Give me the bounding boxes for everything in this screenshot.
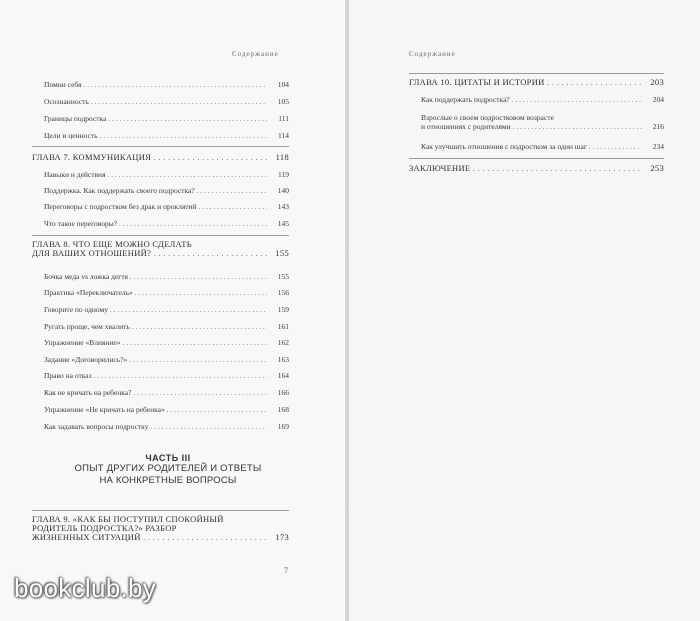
divider [409, 158, 664, 159]
toc-entry-page: 169 [277, 422, 289, 431]
divider [32, 146, 289, 147]
part-number: ЧАСТЬ III [145, 453, 191, 463]
toc-entry-title-line1: Взрослые о своем подростковом возрасте [421, 113, 554, 122]
toc-entry-title: Навыки и действия . . . [44, 170, 267, 179]
divider [32, 235, 289, 236]
toc-chapter-page: 155 [275, 248, 289, 258]
part-title-line1: ОПЫТ ДРУГИХ РОДИТЕЛЕЙ И ОТВЕТЫ [74, 463, 262, 474]
toc-entry-page: 155 [277, 272, 289, 281]
toc-entry-title: Ругать проще, чем хвалить . . . [44, 322, 267, 331]
toc-chapter[interactable] [32, 240, 289, 258]
toc-entry-page: 156 [277, 288, 289, 297]
toc-entry[interactable] [409, 113, 664, 131]
toc-chapter-page: 253 [650, 163, 664, 173]
toc-chapter-title-line2: ДЛЯ ВАШИХ ОТНОШЕНИЙ? . . . [32, 249, 267, 258]
toc-entry-title: Границы подростка . . . [44, 114, 267, 123]
toc-left [32, 74, 289, 444]
toc-entry-title-line2: и отношениях с родителями . . . [421, 122, 642, 131]
toc-entry-page: 163 [277, 355, 289, 364]
toc-entry-title: Как не кричать на ребенка? . . . [44, 388, 267, 397]
toc-left-bottom [32, 514, 289, 544]
toc-chapter-title: ГЛАВА 7. КОММУНИКАЦИЯ . . . [32, 153, 267, 162]
divider [409, 73, 664, 74]
toc-chapter-title-line3: ЖИЗНЕННЫХ СИТУАЦИЙ . . . [32, 533, 267, 542]
toc-entry-page: 161 [277, 322, 289, 331]
toc-entry-page: 234 [652, 142, 664, 151]
toc-entry-page: 216 [652, 122, 664, 131]
toc-chapter-page: 173 [275, 532, 289, 542]
toc-entry-title: Говорите по одному . . . [44, 305, 267, 314]
toc-entry-page: 166 [277, 388, 289, 397]
toc-chapter-title-line2: РОДИТЕЛЬ ПОДРОСТКА?» РАЗБОР [32, 523, 177, 533]
running-head-right: Содержание [409, 50, 456, 58]
toc-entry-title: Упражнение «Влияние» . . . [44, 338, 267, 347]
toc-chapter-title-line1: ГЛАВА 9. «КАК БЫ ПОСТУПИЛ СПОКОЙНЫЙ [32, 515, 224, 524]
toc-entry-title: Бочка меда vs ложка дегтя . . . [44, 272, 267, 281]
toc-right [409, 76, 664, 186]
left-page [0, 0, 347, 621]
toc-entry-page: 119 [278, 170, 289, 179]
toc-chapter-title-line1: ГЛАВА 8. ЧТО ЕЩЕ МОЖНО СДЕЛАТЬ [32, 240, 192, 249]
toc-chapter-title: ГЛАВА 10. ЦИТАТЫ И ИСТОРИИ . . . [409, 78, 642, 87]
toc-entry-page: 162 [277, 338, 289, 347]
part-heading [48, 453, 288, 487]
running-head-left: Содержание [232, 50, 279, 58]
toc-entry-page: 105 [277, 97, 289, 106]
toc-entry-title: Осознанность . . . [44, 97, 267, 106]
right-page [349, 0, 700, 621]
toc-entry-page: 104 [277, 80, 289, 89]
toc-entry-title: Практика «Переключатель» . . . [44, 288, 267, 297]
toc-entry-page: 140 [277, 186, 289, 195]
toc-entry-title: Как задавать вопросы подростку . . . [44, 422, 267, 431]
toc-entry-title: Право на отказ . . . [44, 371, 267, 380]
toc-entry-page: 159 [277, 305, 289, 314]
part-title-line2: НА КОНКРЕТНЫЕ ВОПРОСЫ [99, 475, 237, 486]
toc-entry-page: 111 [278, 114, 289, 123]
divider [32, 510, 289, 511]
toc-entry-page: 168 [277, 405, 289, 414]
toc-chapter[interactable] [32, 515, 289, 542]
toc-entry-title: Что такое переговоры? . . . [44, 219, 267, 228]
watermark: bookclub.by [14, 573, 157, 603]
toc-entry-page: 143 [277, 202, 289, 211]
toc-entry-title: Поддержка. Как поддержать своего подростка? . . . [44, 186, 267, 195]
toc-entry-page: 114 [278, 131, 289, 140]
toc-chapter-page: 203 [650, 77, 664, 87]
toc-entry-title: Цели и ценность . . . [44, 131, 267, 140]
toc-entry-title: Помни себя . . . [44, 80, 267, 89]
toc-entry-page: 145 [277, 219, 289, 228]
toc-entry-page: 164 [277, 371, 289, 380]
toc-chapter-title: ЗАКЛЮЧЕНИЕ . . . [409, 164, 642, 173]
toc-entry-title: Как улучшить отношения с подростком за один шаг . . . [421, 142, 642, 151]
toc-chapter-page: 118 [275, 152, 289, 162]
toc-entry-title: Упражнение «Не кричать на ребенка» . . . [44, 405, 267, 414]
toc-entry-title: Как поддержать подростка? . . . [421, 95, 642, 104]
toc-entry-title: Задание «Договорились?» . . . [44, 355, 267, 364]
page-number: 7 [284, 566, 288, 575]
toc-entry-title: Переговоры с подростком без драк и проклятий . . . [44, 202, 267, 211]
toc-entry-page: 204 [652, 95, 664, 104]
